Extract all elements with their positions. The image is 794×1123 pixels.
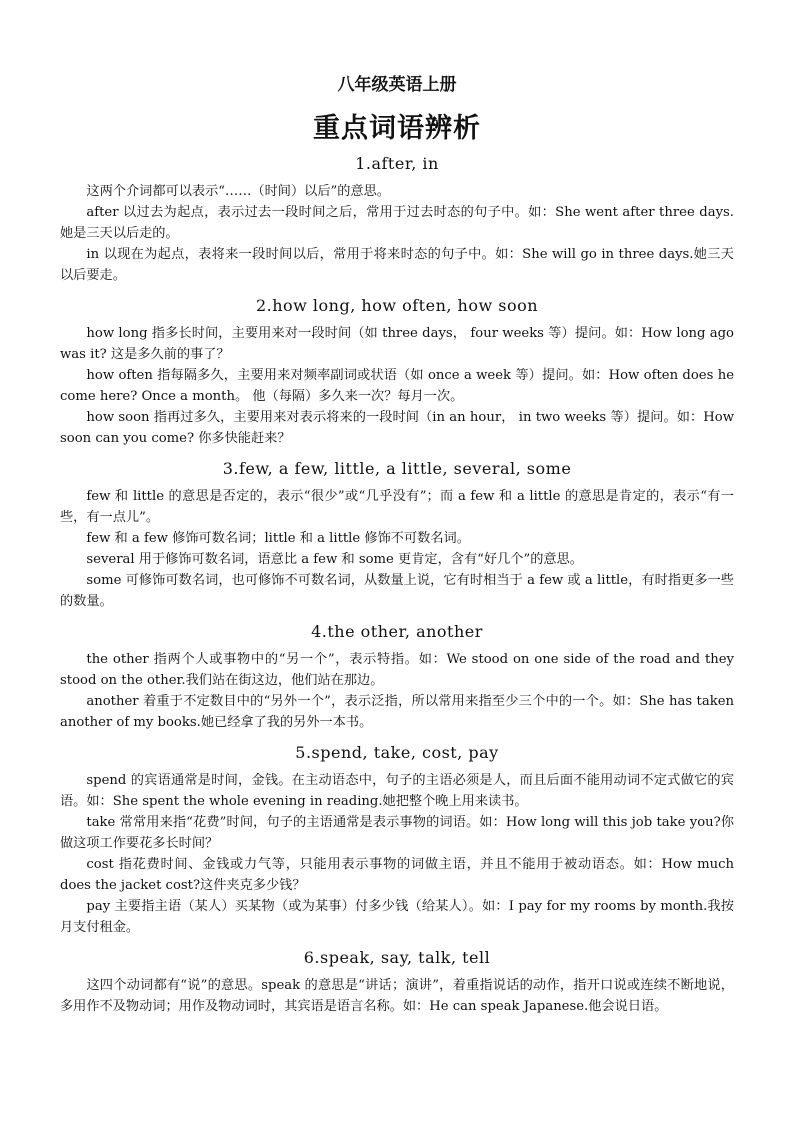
paragraph: how soon 指再过多久，主要用来对表示将来的一段时间（in an hour， in two weeks 等）提问。如：How soon can you come? 你多快能赶来？ bbox=[60, 410, 734, 446]
section-heading: 5.spend, take, cost, pay bbox=[295, 743, 499, 762]
paragraph: another 着重于不定数目中的“另外一个”，表示泛指，所以常用来指至少三个中的一个。如：She has taken another of my books.她已经拿了我的另外一本书。 bbox=[60, 694, 734, 730]
section bbox=[60, 743, 734, 938]
section-heading: 1.after, in bbox=[355, 154, 439, 173]
paragraph: few 和 little 的意思是否定的，表示“很少”或“几乎没有”；而 a few 和 a little 的意思是肯定的，表示“有一些，有一点儿”。 bbox=[60, 489, 734, 525]
paragraph: 这两个介词都可以表示“……（时间）以后”的意思。 bbox=[86, 184, 390, 199]
paragraph: few 和 a few 修饰可数名词；little 和 a little 修饰不可数名词。 bbox=[86, 531, 470, 546]
paragraph: 这四个动词都有“说”的意思。speak 的意思是“讲话；演讲”，着重指说话的动作，指开口说或连续不断地说，多用作不及物动词；用作及物动词时，其宾语是语言名称。如：He can speak Japanese.他会说日语。 bbox=[60, 978, 734, 1014]
section bbox=[60, 154, 734, 286]
section-heading: 2.how long, how often, how soon bbox=[255, 296, 539, 315]
paragraph: how often 指每隔多久，主要用来对频率副词或状语（如 once a week 等）提问。如：How often does he come here? Once a month。 他（每隔）多久来一次？每月一次。 bbox=[60, 368, 734, 404]
paragraph: take 常常用来指“花费”时间，句子的主语通常是表示事物的词语。如：How long will this job take you?你做这项工作要花多长时间？ bbox=[60, 815, 734, 851]
paragraph: the other 指两个人或事物中的“另一个”，表示特指。如：We stood on one side of the road and they stood on the other.我们站在街这边，他们站在那边。 bbox=[60, 652, 734, 688]
paragraph: cost 指花费时间、金钱或力气等，只能用表示事物的词做主语，并且不能用于被动语态。如：How much does the jacket cost?这件夹克多少钱？ bbox=[60, 857, 734, 893]
paragraph: in 以现在为起点，表将来一段时间以后，常用于将来时态的句子中。如：She will go in three days.她三天以后要走。 bbox=[60, 247, 734, 283]
paragraph: some 可修饰可数名词，也可修饰不可数名词，从数量上说，它有时相当于 a few 或 a little，有时指更多一些的数量。 bbox=[60, 573, 734, 609]
section bbox=[60, 296, 734, 449]
section-heading: 6.speak, say, talk, tell bbox=[303, 948, 491, 967]
paragraph: spend 的宾语通常是时间，金钱。在主动语态中，句子的主语必须是人，而且后面不能用动词不定式做它的宾语。如：She spent the whole evening in reading.她把整个晚上用来读书。 bbox=[60, 773, 734, 809]
section-heading: 3.few, a few, little, a little, several, some bbox=[222, 459, 572, 478]
section bbox=[60, 459, 734, 612]
section-heading: 4.the other, another bbox=[311, 622, 483, 641]
paragraph: how long 指多长时间，主要用来对一段时间（如 three days， four weeks 等）提问。如：How long ago was it? 这是多久前的事了？ bbox=[60, 326, 734, 362]
document-body bbox=[60, 150, 734, 1027]
paragraph: several 用于修饰可数名词，语意比 a few 和 some 更肯定，含有“好几个”的意思。 bbox=[86, 552, 583, 567]
main-title: 重点词语辨析 bbox=[313, 113, 481, 144]
section bbox=[60, 622, 734, 733]
section bbox=[60, 948, 734, 1017]
grade-title: 八年级英语上册 bbox=[337, 75, 457, 95]
paragraph: after 以过去为起点，表示过去一段时间之后，常用于过去时态的句子中。如：She went after three days.她是三天以后走的。 bbox=[60, 205, 734, 241]
paragraph: pay 主要指主语（某人）买某物（或为某事）付多少钱（给某人）。如：I pay for my rooms by month.我按月支付租金。 bbox=[60, 899, 734, 935]
